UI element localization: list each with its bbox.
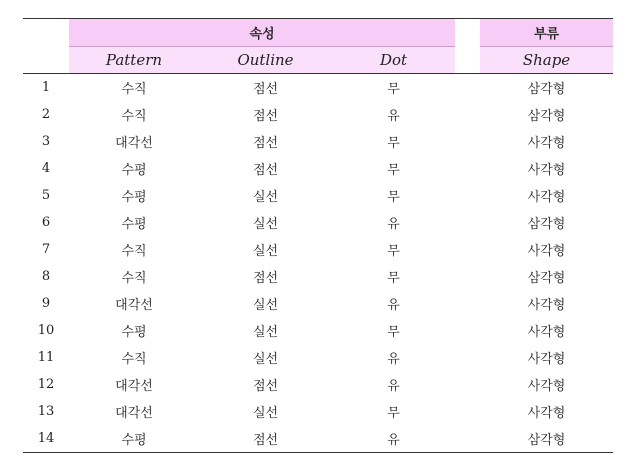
dot-cell: 유 xyxy=(387,298,400,313)
pattern-cell: 대각선 xyxy=(115,136,153,151)
outline-cell: 실선 xyxy=(252,190,279,205)
shape-cell: 삼각형 xyxy=(527,271,566,286)
shape-cell: 사각형 xyxy=(527,190,566,205)
outline-cell: 실선 xyxy=(252,217,279,232)
pattern-cell: 수직 xyxy=(121,244,147,259)
column-header-pattern: Pattern xyxy=(69,47,199,74)
header-index-cell xyxy=(23,47,69,74)
pattern-cell: 대각선 xyxy=(115,298,153,313)
row-index: 7 xyxy=(41,242,51,257)
row-index: 12 xyxy=(37,377,55,392)
shape-cell: 삼각형 xyxy=(527,109,566,124)
gap-cell xyxy=(455,371,480,398)
shape-cell: 사각형 xyxy=(527,298,566,313)
dot-cell: 무 xyxy=(387,271,400,286)
gap-cell xyxy=(455,101,480,128)
gap-cell xyxy=(455,182,480,209)
data-table xyxy=(23,18,613,453)
dot-cell: 무 xyxy=(387,190,400,205)
dot-cell: 유 xyxy=(387,109,400,124)
table-row xyxy=(23,236,613,263)
row-index: 14 xyxy=(23,425,69,453)
table-body xyxy=(23,74,613,453)
data-table-container xyxy=(23,18,613,453)
outline-cell: 점선 xyxy=(199,425,332,453)
table-row xyxy=(23,101,613,128)
gap-cell xyxy=(455,236,480,263)
pattern-cell: 수평 xyxy=(121,163,147,178)
pattern-cell: 수평 xyxy=(121,190,147,205)
column-header-dot: Dot xyxy=(332,47,455,74)
gap-cell xyxy=(455,344,480,371)
table-row xyxy=(23,371,613,398)
pattern-cell: 수평 xyxy=(121,325,147,340)
dot-cell: 무 xyxy=(387,163,400,178)
row-index: 5 xyxy=(41,188,51,203)
pattern-cell: 수직 xyxy=(121,352,147,367)
gap-cell xyxy=(455,290,480,317)
outline-cell: 실선 xyxy=(252,244,279,259)
dot-cell: 유 xyxy=(387,352,400,367)
pattern-cell: 수평 xyxy=(69,425,199,453)
shape-cell: 삼각형 xyxy=(527,82,566,97)
pattern-cell: 대각선 xyxy=(115,379,153,394)
shape-cell: 삼각형 xyxy=(480,425,613,453)
table-row xyxy=(23,344,613,371)
dot-cell: 무 xyxy=(387,406,400,421)
outline-cell: 실선 xyxy=(252,406,279,421)
header-gap-cell xyxy=(455,19,480,47)
shape-cell: 삼각형 xyxy=(527,217,566,232)
shape-cell: 사각형 xyxy=(527,325,566,340)
row-index: 8 xyxy=(41,269,51,284)
dot-cell: 유 xyxy=(387,217,400,232)
dot-cell: 무 xyxy=(387,136,400,151)
table-row xyxy=(23,263,613,290)
outline-cell: 점선 xyxy=(252,163,279,178)
table-row xyxy=(23,290,613,317)
row-index: 6 xyxy=(41,215,51,230)
pattern-cell: 수평 xyxy=(121,217,147,232)
attributes-group-header: 속성 xyxy=(69,19,455,47)
shape-cell: 사각형 xyxy=(527,379,566,394)
row-index: 10 xyxy=(37,323,55,338)
outline-cell: 실선 xyxy=(252,298,279,313)
gap-cell xyxy=(455,128,480,155)
outline-cell: 점선 xyxy=(252,109,279,124)
outline-cell: 점선 xyxy=(252,271,279,286)
gap-cell xyxy=(455,398,480,425)
table-row xyxy=(23,398,613,425)
dot-cell: 유 xyxy=(387,379,400,394)
row-index: 13 xyxy=(37,404,55,419)
table-row xyxy=(23,182,613,209)
table-row xyxy=(23,155,613,182)
pattern-cell: 대각선 xyxy=(115,406,153,421)
shape-cell: 사각형 xyxy=(527,352,566,367)
class-group-header: 부류 xyxy=(480,19,613,47)
header-group-row xyxy=(23,19,613,47)
column-header-outline: Outline xyxy=(199,47,332,74)
outline-cell: 실선 xyxy=(252,325,279,340)
dot-cell: 무 xyxy=(387,325,400,340)
gap-cell xyxy=(455,425,480,453)
column-header-shape: Shape xyxy=(480,47,613,74)
outline-cell: 점선 xyxy=(252,136,279,151)
gap-cell xyxy=(455,209,480,236)
dot-cell: 유 xyxy=(332,425,455,453)
row-index: 2 xyxy=(41,107,51,122)
header-column-row xyxy=(23,47,613,74)
row-index: 11 xyxy=(37,350,55,365)
table-row xyxy=(23,425,613,453)
outline-cell: 점선 xyxy=(252,379,279,394)
header-empty-cell xyxy=(23,19,69,47)
outline-cell: 점선 xyxy=(252,82,279,97)
table-row xyxy=(23,128,613,155)
dot-cell: 무 xyxy=(387,82,400,97)
gap-cell xyxy=(455,263,480,290)
shape-cell: 사각형 xyxy=(527,136,566,151)
table-row xyxy=(23,209,613,236)
pattern-cell: 수직 xyxy=(121,109,147,124)
row-index: 1 xyxy=(41,80,51,95)
row-index: 9 xyxy=(41,296,51,311)
outline-cell: 실선 xyxy=(252,352,279,367)
pattern-cell: 수직 xyxy=(121,271,147,286)
table-row xyxy=(23,74,613,102)
row-index: 3 xyxy=(41,134,51,149)
header-gap-cell xyxy=(455,47,480,74)
gap-cell xyxy=(455,74,480,102)
pattern-cell: 수직 xyxy=(121,82,147,97)
gap-cell xyxy=(455,155,480,182)
gap-cell xyxy=(455,317,480,344)
shape-cell: 사각형 xyxy=(527,244,566,259)
shape-cell: 사각형 xyxy=(527,163,566,178)
shape-cell: 사각형 xyxy=(527,406,566,421)
table-row xyxy=(23,317,613,344)
dot-cell: 무 xyxy=(387,244,400,259)
row-index: 4 xyxy=(41,161,51,176)
